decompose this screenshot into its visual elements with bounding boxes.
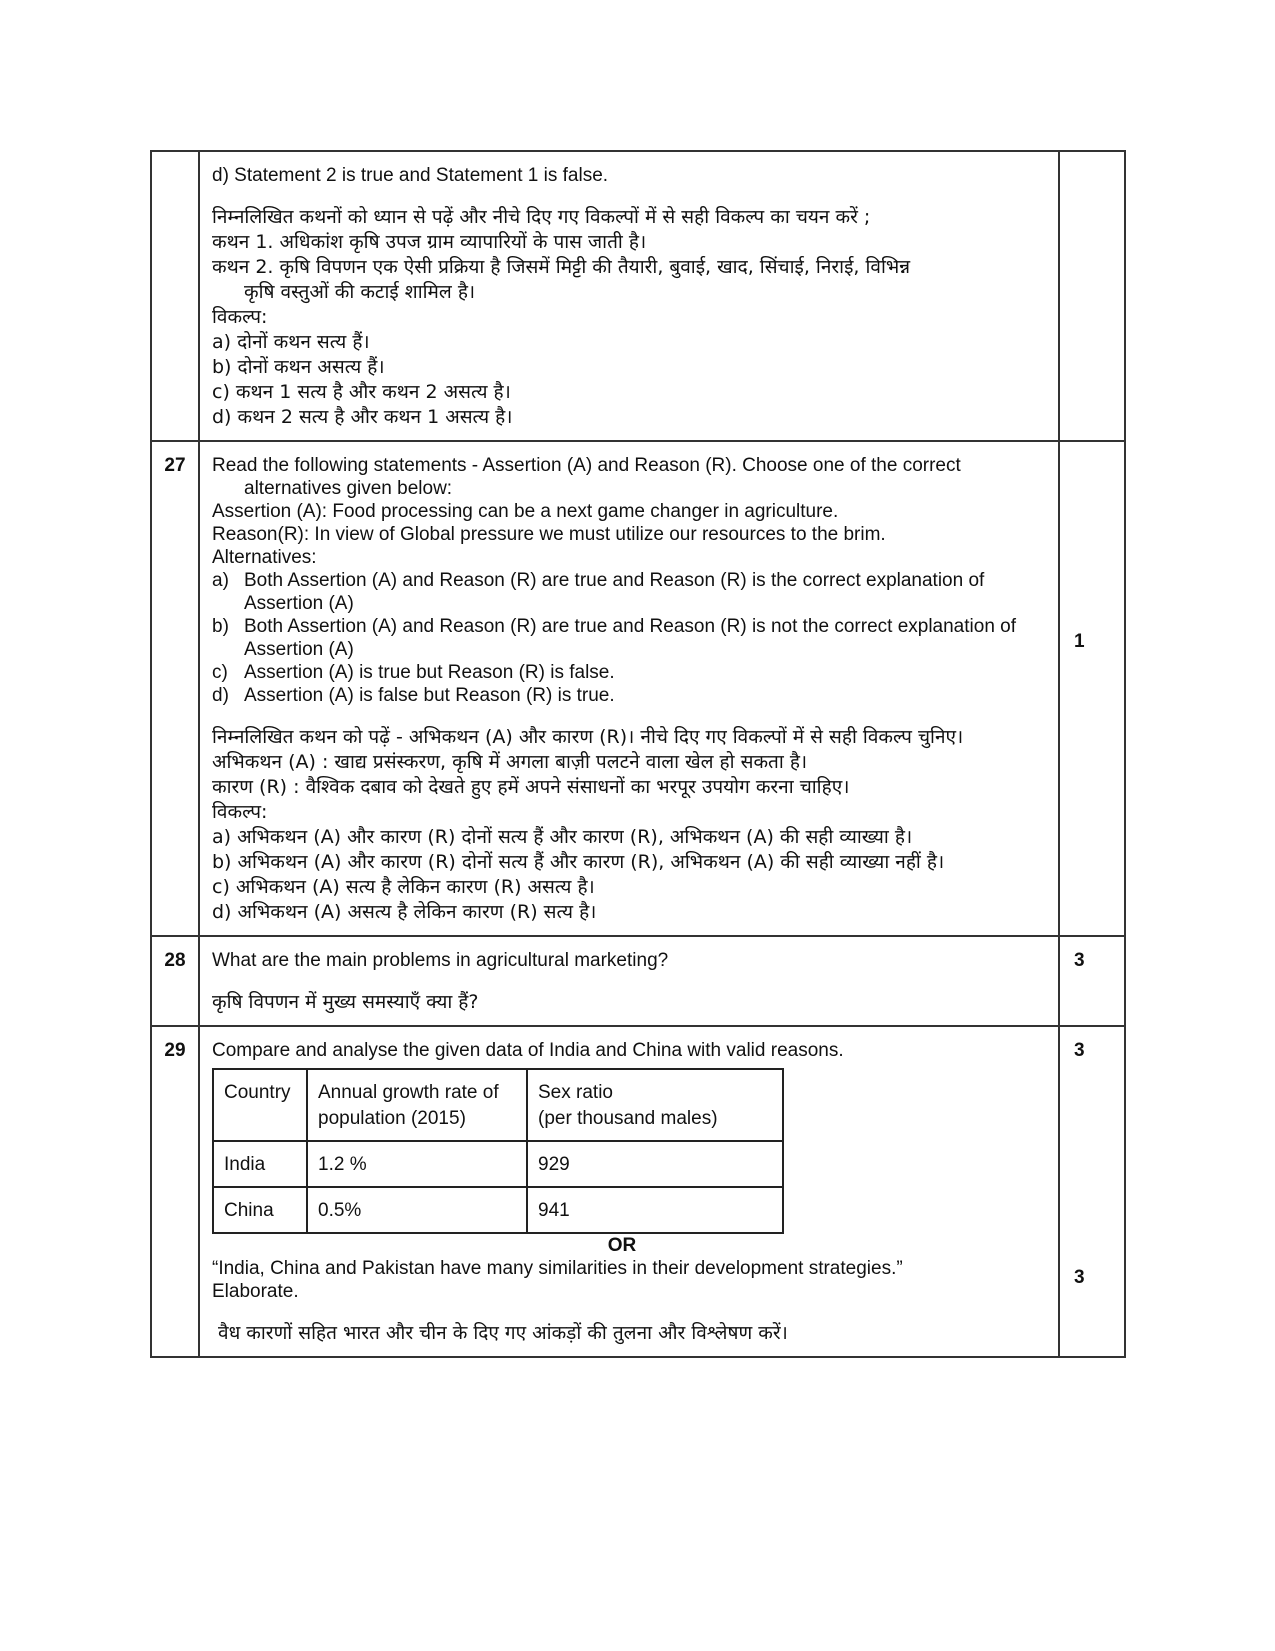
q29-marks-top: 3 (1074, 1040, 1085, 1061)
q27-option-c: c) Assertion (A) is true but Reason (R) is false. (212, 662, 615, 683)
table-cell: 929 (527, 1141, 783, 1187)
q29-marks-bottom: 3 (1074, 1267, 1085, 1288)
hindi-options-label: विकल्प: (212, 306, 268, 328)
q27-option-d: d) Assertion (A) is false but Reason (R) is true. (212, 685, 615, 706)
q27-option-a: a) Both Assertion (A) and Reason (R) are true and Reason (R) is the correct explanation of Assertion (A) (212, 570, 985, 614)
table-cell: India (213, 1141, 307, 1187)
hindi-option-d: d) कथन 2 सत्य है और कथन 1 असत्य है। (212, 406, 513, 428)
question-number: 28 (151, 936, 199, 1026)
table-cell: 1.2 % (307, 1141, 527, 1187)
hindi-statement-2-cont: कृषि वस्तुओं की कटाई शामिल है। (244, 281, 476, 303)
q28-marks: 3 (1059, 936, 1125, 1026)
table-cell: 941 (527, 1187, 783, 1233)
option-d-en: d) Statement 2 is true and Statement 1 is false. (212, 165, 609, 186)
marks-cell (1059, 441, 1125, 936)
or-label: OR (607, 1235, 637, 1256)
question-number: 27 (151, 441, 199, 936)
hindi-option-b: b) दोनों कथन असत्य हैं। (212, 356, 385, 378)
q28-question-en: What are the main problems in agricultural marketing? (212, 950, 669, 971)
question-content-cell (199, 151, 1059, 441)
q29-question-en: Compare and analyse the given data of India and China with valid reasons. (212, 1040, 844, 1061)
marks-cell (1059, 151, 1125, 441)
header-sex-ratio: Sex ratio (per thousand males) (527, 1069, 783, 1141)
table-cell: China (213, 1187, 307, 1233)
q27-hindi-options-label: विकल्प: (212, 801, 268, 823)
q27-hindi-option-a: a) अभिकथन (A) और कारण (R) दोनों सत्य हैं और कारण (R), अभिकथन (A) की सही व्याख्या है। (212, 826, 913, 848)
q29-alt-question-cont: Elaborate. (212, 1281, 299, 1302)
question-row-27 (151, 441, 1125, 936)
q27-hindi-reason: कारण (R) : वैश्विक दबाव को देखते हुए हमें अपने संसाधनों का भरपूर उपयोग करना चाहिए। (212, 776, 850, 798)
hindi-intro: निम्नलिखित कथनों को ध्यान से पढ़ें और नीचे दिए गए विकल्पों में से सही विकल्प का चयन करें ; (212, 206, 871, 228)
question-row-28 (151, 936, 1125, 1026)
q29-question-hi: वैध कारणों सहित भारत और चीन के दिए गए आंकड़ों की तुलना और विश्लेषण करें। (218, 1322, 788, 1344)
hindi-option-a: a) दोनों कथन सत्य हैं। (212, 331, 370, 353)
q27-hindi-option-d: d) अभिकथन (A) असत्य है लेकिन कारण (R) सत्य है। (212, 901, 597, 923)
table-row (213, 1141, 783, 1187)
data-table-header-row (213, 1069, 783, 1141)
table-cell: 0.5% (307, 1187, 527, 1233)
question-number: 29 (151, 1026, 199, 1357)
q29-alt-question: “India, China and Pakistan have many similarities in their development strategies.” (212, 1258, 903, 1279)
q27-intro: Read the following statements - Assertion (A) and Reason (R). Choose one of the correct (212, 455, 961, 476)
q28-question-hi: कृषि विपणन में मुख्य समस्याएँ क्या हैं? (212, 991, 479, 1013)
q27-hindi-intro: निम्नलिखित कथन को पढ़ें - अभिकथन (A) और कारण (R)। नीचे दिए गए विकल्पों में से सही विकल्प चुनिए। (212, 726, 964, 748)
q27-marks: 1 (1074, 630, 1085, 652)
question-row-26-tail (151, 151, 1125, 441)
q27-hindi-option-b: b) अभिकथन (A) और कारण (R) दोनों सत्य हैं और कारण (R), अभिकथन (A) की सही व्याख्या नहीं है। (212, 851, 945, 873)
q27-hindi-assertion: अभिकथन (A) : खाद्य प्रसंस्करण, कृषि में अगला बाज़ी पलटने वाला खेल हो सकता है। (212, 751, 808, 773)
question-table (150, 150, 1126, 1358)
q27-assertion: Assertion (A): Food processing can be a next game changer in agriculture. (212, 501, 839, 522)
hindi-statement-1: कथन 1. अधिकांश कृषि उपज ग्राम व्यापारियों के पास जाती है। (212, 231, 647, 253)
header-country: Country (213, 1069, 307, 1141)
data-table (212, 1068, 784, 1234)
table-row (213, 1187, 783, 1233)
question-content-cell (199, 441, 1059, 936)
question-content-cell (199, 1026, 1059, 1357)
q27-intro-cont: alternatives given below: (244, 478, 453, 499)
q27-option-b: b) Both Assertion (A) and Reason (R) are true and Reason (R) is not the correct explanation of Assertion (A) (212, 616, 1017, 660)
question-number-cell (151, 151, 199, 441)
marks-cell (1059, 1026, 1125, 1357)
q27-reason: Reason(R): In view of Global pressure we must utilize our resources to the brim. (212, 524, 886, 545)
q27-alternatives-label: Alternatives: (212, 547, 317, 568)
hindi-option-c: c) कथन 1 सत्य है और कथन 2 असत्य है। (212, 381, 511, 403)
header-growth-rate: Annual growth rate of population (2015) (307, 1069, 527, 1141)
question-content-cell (199, 936, 1059, 1026)
hindi-statement-2: कथन 2. कृषि विपणन एक ऐसी प्रक्रिया है जिसमें मिट्टी की तैयारी, बुवाई, खाद, सिंचाई, निराई, विभिन्न (212, 256, 911, 278)
question-row-29 (151, 1026, 1125, 1357)
q27-hindi-option-c: c) अभिकथन (A) सत्य है लेकिन कारण (R) असत्य है। (212, 876, 595, 898)
